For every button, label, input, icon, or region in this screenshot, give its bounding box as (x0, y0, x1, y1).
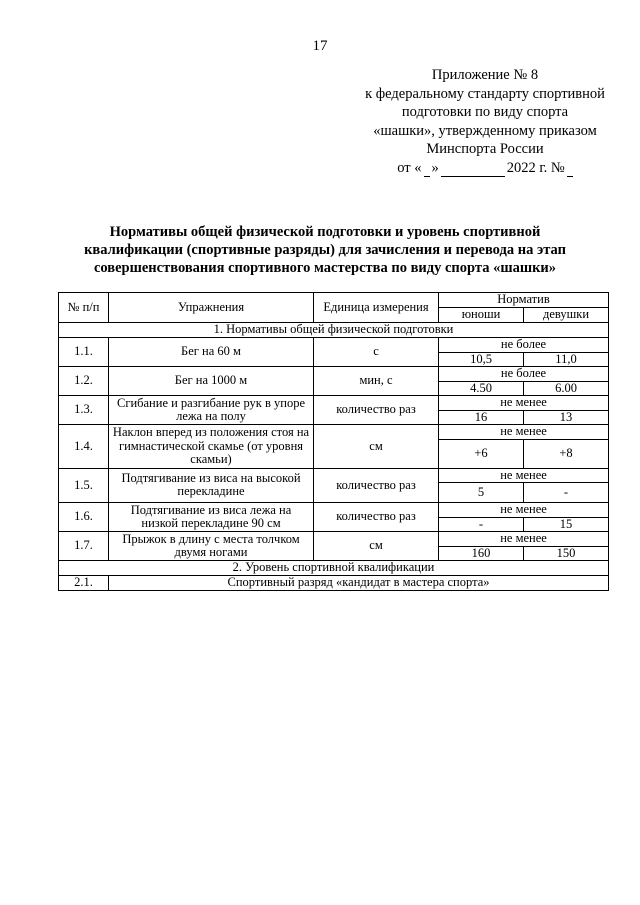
date-mid: » (431, 159, 439, 176)
title-line-3: совершенствования спортивного мастерства по виду спорта «шашки» (93, 260, 557, 276)
header-exercise: Упражнения (109, 293, 314, 323)
row-exercise: Бег на 60 м (109, 338, 314, 367)
title-line-1: Нормативы общей физической подготовки и уровень спортивной (109, 224, 541, 240)
row-boys: +6 (439, 439, 524, 468)
row-condition: не менее (439, 532, 609, 547)
row-unit: количество раз (314, 468, 439, 503)
table-row (59, 576, 609, 591)
handwritten-day (424, 176, 430, 177)
row-num: 1.6. (59, 503, 109, 532)
row-condition: не менее (439, 503, 609, 518)
row-condition: не менее (439, 468, 609, 483)
title-line-2: квалификации (спортивные разряды) для зачисления и перевода на этап (84, 242, 566, 258)
row-unit: количество раз (314, 396, 439, 425)
row-boys: 5 (439, 483, 524, 503)
row-num: 2.1. (59, 576, 109, 591)
row-condition: не менее (439, 425, 609, 440)
date-year: 2022 г. № (506, 159, 565, 176)
row-qualification: Спортивный разряд «кандидат в мастера спорта» (109, 576, 609, 591)
header-num: № п/п (59, 293, 109, 323)
table-row (59, 532, 609, 547)
appendix-line-3: подготовки по виду спорта (401, 104, 569, 120)
table-row (59, 425, 609, 440)
page-number: 17 (312, 38, 328, 54)
header-unit: Единица измерения (314, 293, 439, 323)
row-num: 1.3. (59, 396, 109, 425)
row-exercise: Подтягивание из виса лежа на низкой перекладине 90 см (109, 503, 314, 532)
row-exercise: Прыжок в длину с места толчком двумя ногами (109, 532, 314, 561)
appendix-block (340, 66, 630, 177)
section-row (59, 561, 609, 576)
row-unit: с (314, 338, 439, 367)
table-header-row (59, 293, 609, 308)
row-girls: 150 (524, 546, 609, 561)
row-exercise: Наклон вперед из положения стоя на гимнастической скамье (от уровня скамьи) (109, 425, 314, 469)
row-num: 1.1. (59, 338, 109, 367)
section-2-title: 2. Уровень спортивной квалификации (59, 561, 609, 576)
header-norm: Норматив (439, 293, 609, 308)
table-row (59, 396, 609, 411)
table-row (59, 338, 609, 353)
standards-table (58, 292, 609, 591)
appendix-line-2: к федеральному стандарту спортивной (365, 85, 605, 102)
row-boys: - (439, 517, 524, 532)
handwritten-month (441, 176, 505, 177)
row-condition: не более (439, 338, 609, 353)
row-boys: 160 (439, 546, 524, 561)
table-row (59, 503, 609, 518)
row-exercise: Бег на 1000 м (109, 367, 314, 396)
header-girls: девушки (524, 308, 609, 323)
row-unit: мин, с (314, 367, 439, 396)
row-unit: см (314, 532, 439, 561)
row-condition: не более (439, 367, 609, 382)
row-boys: 16 (439, 410, 524, 425)
row-exercise: Сгибание и разгибание рук в упоре лежа на полу (109, 396, 314, 425)
header-boys: юноши (439, 308, 524, 323)
table-row (59, 367, 609, 382)
row-girls: +8 (524, 439, 609, 468)
section-row (59, 323, 609, 338)
order-date-line (340, 159, 630, 178)
row-boys: 4.50 (439, 381, 524, 396)
row-num: 1.7. (59, 532, 109, 561)
row-num: 1.5. (59, 468, 109, 503)
row-girls: 13 (524, 410, 609, 425)
document-title (60, 223, 590, 277)
row-unit: см (314, 425, 439, 469)
row-unit: количество раз (314, 503, 439, 532)
appendix-line-1: Приложение № 8 (431, 67, 539, 83)
row-boys: 10,5 (439, 352, 524, 367)
handwritten-order-number (567, 176, 573, 177)
table-row (59, 468, 609, 483)
row-girls: 11,0 (524, 352, 609, 367)
appendix-line-5: Минспорта России (426, 141, 544, 157)
date-prefix: от « (397, 159, 422, 176)
row-num: 1.2. (59, 367, 109, 396)
row-exercise: Подтягивание из виса на высокой перекладине (109, 468, 314, 503)
row-girls: 6.00 (524, 381, 609, 396)
appendix-line-4: «шашки», утвержденному приказом (373, 122, 597, 139)
section-1-title: 1. Нормативы общей физической подготовки (59, 323, 609, 338)
row-num: 1.4. (59, 425, 109, 469)
row-condition: не менее (439, 396, 609, 411)
row-girls: - (524, 483, 609, 503)
row-girls: 15 (524, 517, 609, 532)
